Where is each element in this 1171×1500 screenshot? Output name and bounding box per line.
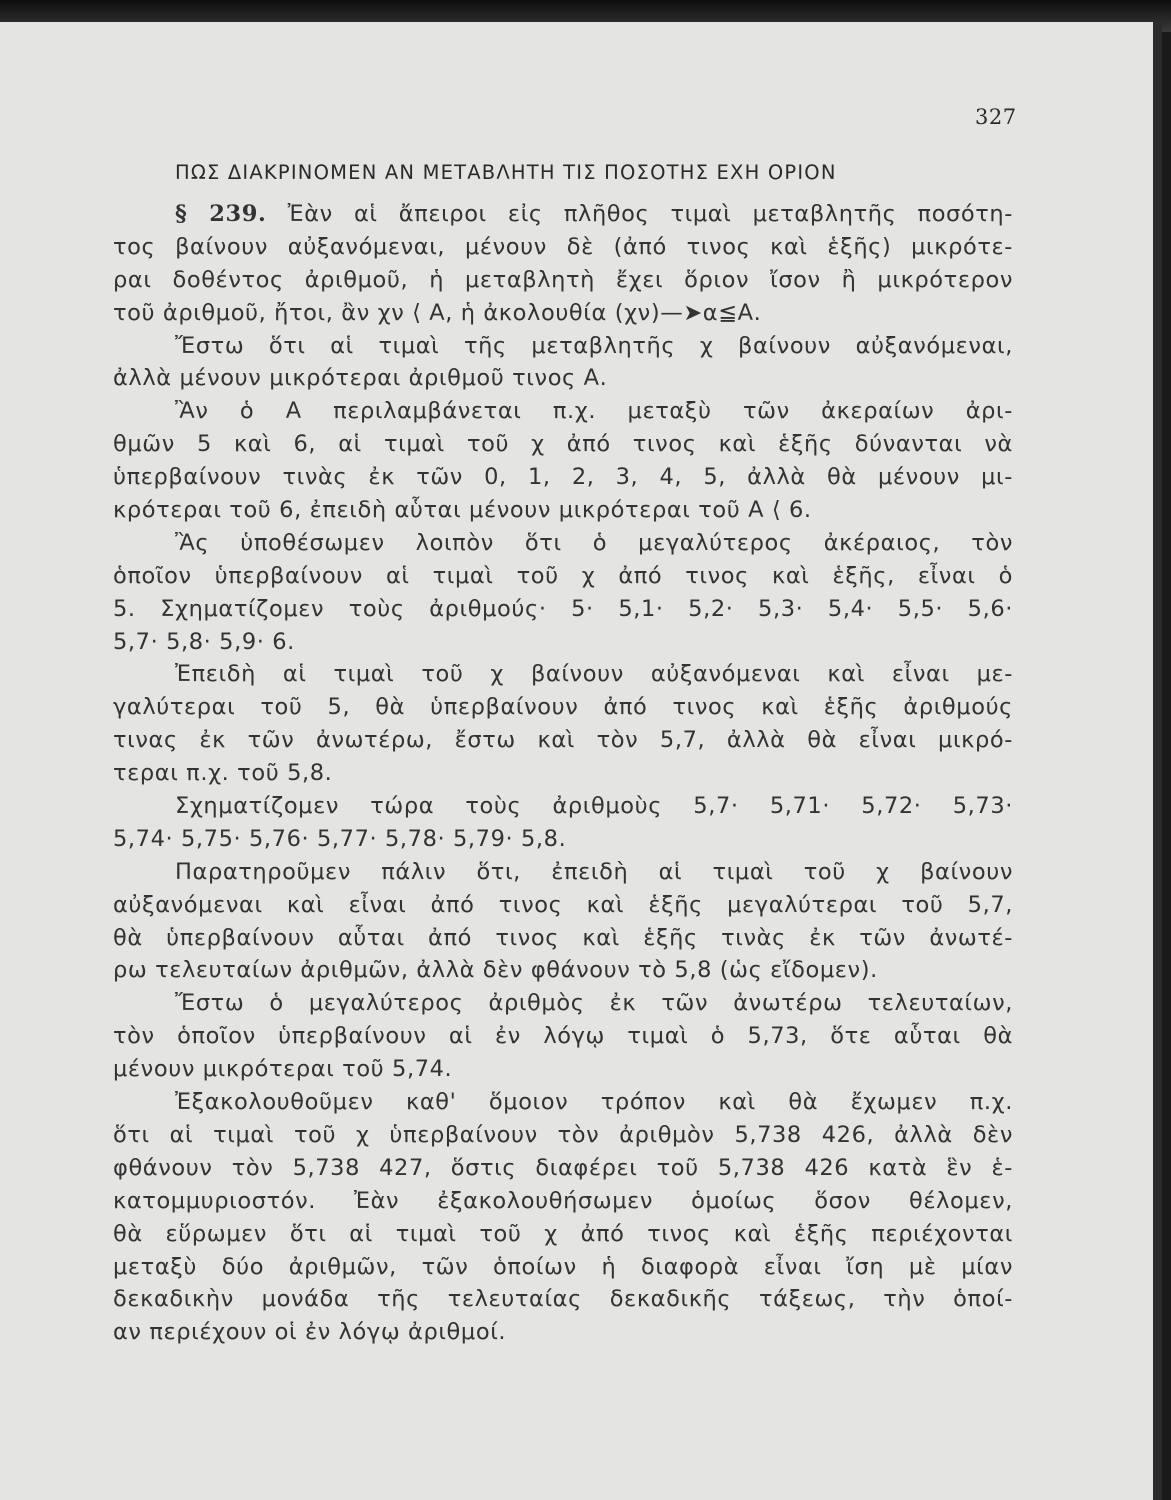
text-line: κρότεραι τοῦ 6, ἐπειδὴ αὗται μένουν μικρότεραι τοῦ Α ⟨ 6.	[113, 497, 812, 524]
text-line: γαλύτεραι τοῦ 5, θὰ ὑπερβαίνουν ἀπό τινος καὶ ἑξῆς ἀριθμούς	[113, 694, 1013, 721]
text-line	[113, 198, 1013, 231]
text-line: δεκαδικὴν μονάδα τῆς τελευταίας δεκαδικῆς τάξεως, τὴν ὁποί-	[113, 1286, 1013, 1313]
text-line: τὸν ὁποῖον ὑπερβαίνουν αἱ ἐν λόγῳ τιμαὶ ὁ 5,73, ὅτε αὗται θὰ	[113, 1023, 1013, 1050]
text-line: Παρατηροῦμεν πάλιν ὅτι, ἐπειδὴ αἱ τιμαὶ τοῦ χ βαίνουν	[175, 858, 1013, 885]
text-line-rest: Ἐὰν αἱ ἄπειροι εἰς πλῆθος τιμαὶ μεταβλητῆς ποσότη-	[287, 201, 1014, 227]
book-page	[0, 22, 1162, 1500]
body-text	[113, 198, 1013, 1349]
text-line: μεταξὺ δύο ἀριθμῶν, τῶν ὁποίων ἡ διαφορὰ εἶναι ἴση μὲ μίαν	[113, 1253, 1013, 1280]
text-line: θὰ εὕρωμεν ὅτι αἱ τιμαὶ τοῦ χ ἀπό τινος καὶ ἑξῆς περιέχονται	[113, 1220, 1013, 1247]
page-number: 327	[975, 105, 1017, 129]
text-line: Σχηματίζομεν τώρα τοὺς ἀριθμοὺς 5,7· 5,71· 5,72· 5,73·	[175, 793, 1013, 820]
text-line: τοῦ ἀριθμοῦ, ἤτοι, ἂν χν ⟨ Α, ἡ ἀκολουθία (χν)—➤α≦Α.	[113, 299, 762, 326]
text-line: τεραι π.χ. τοῦ 5,8.	[113, 760, 333, 787]
text-line: Ἔστω ὅτι αἱ τιμαὶ τῆς μεταβλητῆς χ βαίνουν αὐξανόμεναι,	[175, 332, 1013, 359]
text-line: Ἐξακολουθοῦμεν καθ' ὅμοιον τρόπον καὶ θὰ ἔχωμεν π.χ.	[175, 1089, 1013, 1116]
text-line: ὑπερβαίνουν τινὰς ἐκ τῶν 0, 1, 2, 3, 4, 5, ἀλλὰ θὰ μένουν μι-	[113, 464, 1013, 491]
text-line: Ἂς ὑποθέσωμεν λοιπὸν ὅτι ὁ μεγαλύτερος ἀκέραιος, τὸν	[175, 529, 1013, 556]
text-line: θὰ ὑπερβαίνουν αὗται ἀπό τινος καὶ ἑξῆς τινὰς ἐκ τῶν ἀνωτέ-	[113, 924, 1013, 951]
text-line: 5,7· 5,8· 5,9· 6.	[113, 628, 295, 655]
text-line: ὁποῖον ὑπερβαίνουν αἱ τιμαὶ τοῦ χ ἀπό τινος καὶ ἑξῆς, εἶναι ὁ	[113, 562, 1013, 589]
text-line: Ἔστω ὁ μεγαλύτερος ἀριθμὸς ἐκ τῶν ἀνωτέρω τελευταίων,	[175, 990, 1013, 1017]
text-line: τινας ἐκ τῶν ἀνωτέρω, ἔστω καὶ τὸν 5,7, ἀλλὰ θὰ εἶναι μικρό-	[113, 727, 1013, 754]
text-line: τος βαίνουν αὐξανόμεναι, μένουν δὲ (ἀπό τινος καὶ ἑξῆς) μικρότε-	[113, 233, 1013, 260]
text-line: φθάνουν τὸν 5,738 427, ὅστις διαφέρει τοῦ 5,738 426 κατὰ ἓν ἑ-	[113, 1154, 1013, 1181]
text-line: Ἂν ὁ Α περιλαμβάνεται π.χ. μεταξὺ τῶν ἀκεραίων ἀρι-	[175, 398, 1013, 425]
text-line: 5. Σχηματίζομεν τοὺς ἀριθμούς· 5· 5,1· 5,2· 5,3· 5,4· 5,5· 5,6·	[113, 595, 1013, 622]
text-line: ὅτι αἱ τιμαὶ τοῦ χ ὑπερβαίνουν τὸν ἀριθμὸν 5,738 426, ἀλλὰ δὲν	[113, 1121, 1013, 1148]
text-line: κατομμυριοστόν. Ἐὰν ἐξακολουθήσωμεν ὁμοίως ὅσον θέλομεν,	[113, 1187, 1013, 1214]
text-line: ραι δοθέντος ἀριθμοῦ, ἡ μεταβλητὴ ἔχει ὅριον ἴσον ἢ μικρότερον	[113, 266, 1013, 293]
section-mark: § 239.	[175, 201, 267, 227]
text-line: θμῶν 5 καὶ 6, αἱ τιμαὶ τοῦ χ ἀπό τινος καὶ ἑξῆς δύνανται νὰ	[113, 431, 1013, 458]
running-head: ΠΩΣ ΔΙΑΚΡΙΝΟΜΕΝ ΑΝ ΜΕΤΑΒΛΗΤΗ ΤΙΣ ΠΟΣΟΤΗΣ ΕΧΗ ΟΡΙΟΝ	[175, 161, 837, 184]
text-line: αν περιέχουν οἱ ἐν λόγῳ ἀριθμοί.	[113, 1319, 507, 1346]
text-line: ρω τελευταίων ἀριθμῶν, ἀλλὰ δὲν φθάνουν τὸ 5,8 (ὡς εἴδομεν).	[113, 957, 878, 984]
text-line: Ἐπειδὴ αἱ τιμαὶ τοῦ χ βαίνουν αὐξανόμεναι καὶ εἶναι με-	[175, 661, 1013, 688]
text-line: μένουν μικρότεραι τοῦ 5,74.	[113, 1056, 453, 1083]
text-line: 5,74· 5,75· 5,76· 5,77· 5,78· 5,79· 5,8.	[113, 825, 567, 852]
text-line: ἀλλὰ μένουν μικρότεραι ἀριθμοῦ τινος Α.	[113, 365, 608, 392]
text-line: αὐξανόμεναι καὶ εἶναι ἀπό τινος καὶ ἑξῆς μεγαλύτεραι τοῦ 5,7,	[113, 891, 1013, 918]
